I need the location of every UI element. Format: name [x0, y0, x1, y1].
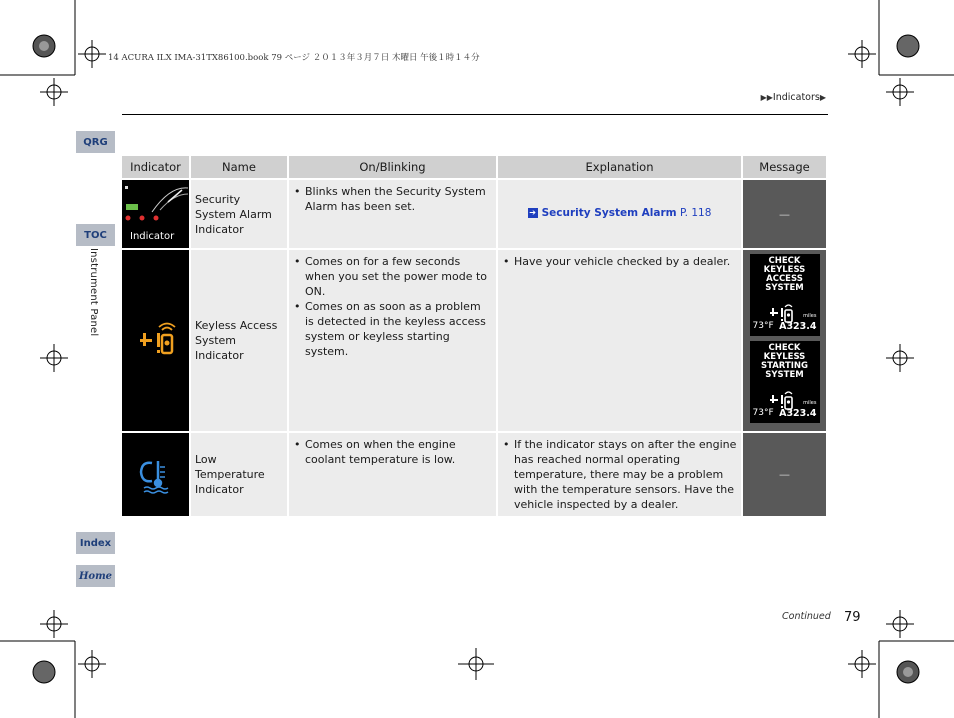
low-coolant-temperature-icon [122, 455, 189, 495]
continued-label: Continued [782, 611, 831, 622]
security-alarm-indicator-cell [122, 180, 189, 248]
header-message: Message [743, 156, 826, 178]
list-item: • Have your vehicle checked by a dealer. [514, 254, 737, 269]
outside-temperature: 73°F [752, 321, 774, 331]
explanation-cell [498, 180, 741, 248]
keyless-access-indicator-cell [122, 250, 189, 431]
message-text: CHECK KEYLESS ACCESS SYSTEM [763, 256, 806, 293]
message-text: CHECK KEYLESS STARTING SYSTEM [760, 343, 809, 380]
table-row [122, 250, 826, 431]
odometer: A323.4 [779, 408, 817, 419]
home-tab[interactable]: Home [76, 565, 115, 587]
list-item: • Comes on when the engine coolant temperature is low. [305, 437, 492, 467]
odometer: A323.4 [779, 321, 817, 332]
key-fob-warning-icon [122, 321, 189, 361]
header-indicator: Indicator [122, 156, 189, 178]
explanation-cell [498, 250, 741, 431]
list-item: • Comes on for a few seconds when you set the power mode to ON. [305, 254, 492, 299]
link-page: P. 118 [679, 207, 712, 219]
message-images-cell [743, 250, 826, 431]
on-blinking-cell [289, 433, 496, 516]
header-rule [122, 114, 828, 115]
index-tab[interactable]: Index [76, 532, 115, 554]
section-label: Instrument Panel [88, 248, 99, 337]
list-item: • If the indicator stays on after the engine has reached normal operating temperature, there may be a problem with the temperature sensors. Have the vehicle inspected by a dealer. [514, 437, 737, 512]
table-row [122, 180, 826, 248]
header-explanation: Explanation [498, 156, 741, 178]
table-row [122, 433, 826, 516]
indicator-name: Low Temperature Indicator [191, 433, 287, 516]
indicator-table [120, 154, 828, 518]
link-arrow-icon: ➔ [529, 208, 536, 217]
header-on-blinking: On/Blinking [289, 156, 496, 178]
breadcrumb[interactable] [761, 92, 826, 103]
odometer-unit: miles [803, 313, 817, 319]
indicator-name: Security System Alarm Indicator [191, 180, 287, 248]
print-header: 14 ACURA ILX IMA-31TX86100.book 79 ページ ２０１３年３月７日 木曜日 午後１時１４分 [108, 53, 480, 63]
breadcrumb-label: Indicators [772, 92, 820, 103]
outside-temperature: 73°F [752, 408, 774, 418]
explanation-cell [498, 433, 741, 516]
arrow-right-icon: ▶ [819, 93, 826, 102]
low-temperature-indicator-cell [122, 433, 189, 516]
qrg-tab[interactable]: QRG [76, 131, 115, 153]
message-display [750, 341, 820, 423]
link-title: Security System Alarm [541, 207, 677, 219]
page-number: 79 [844, 610, 861, 625]
odometer-unit: miles [803, 400, 817, 406]
on-blinking-cell [289, 180, 496, 248]
header-name: Name [191, 156, 287, 178]
dashboard-icon [122, 182, 189, 232]
security-alarm-link[interactable] [502, 206, 737, 221]
message-cell: — [743, 433, 826, 516]
table-header-row [122, 156, 826, 178]
list-item: • Comes on as soon as a problem is detected in the keyless access system or keyless starting system. [305, 299, 492, 359]
message-display [750, 254, 820, 336]
list-item: • Blinks when the Security System Alarm has been set. [305, 184, 492, 214]
double-arrow-icon: ▶▶ [760, 93, 773, 102]
on-blinking-cell [289, 250, 496, 431]
indicator-name: Keyless Access System Indicator [191, 250, 287, 431]
toc-tab[interactable]: TOC [76, 224, 115, 246]
indicator-caption: Indicator [130, 231, 175, 242]
message-cell: — [743, 180, 826, 248]
